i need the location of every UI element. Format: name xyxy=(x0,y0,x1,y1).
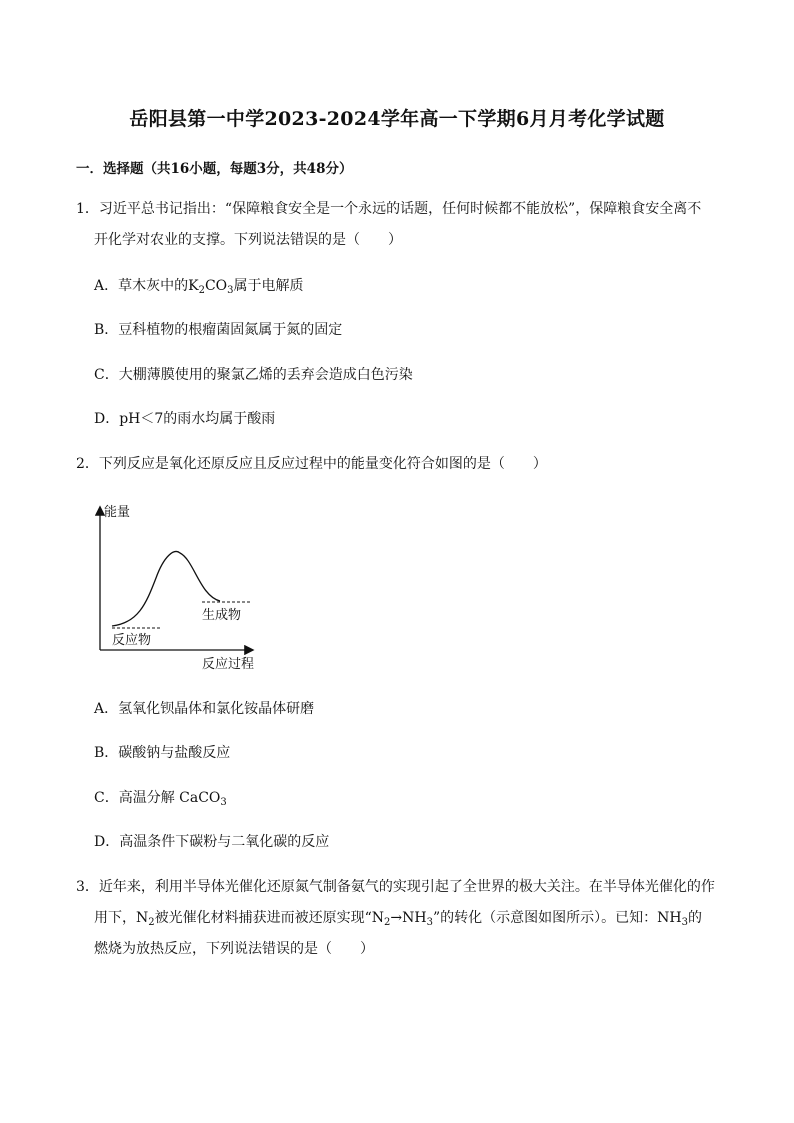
q3-stem-line1: 3．近年来，利用半导体光催化还原氮气制备氨气的实现引起了全世界的极大关注。在半导体光催化的作 xyxy=(76,879,715,895)
q2-option-c-text: C．高温分解 CaCO xyxy=(94,790,221,806)
page-title: 岳阳县第一中学2023-2024学年高一下学期6月月考化学试题 xyxy=(129,108,665,130)
q2-option-d[interactable]: D．高温条件下碳粉与二氧化碳的反应 xyxy=(94,834,330,850)
option-text: 属于电解质 xyxy=(233,278,304,294)
q1-option-a[interactable] xyxy=(94,275,304,297)
section-heading: 一．选择题（共16小题，每题3分，共48分） xyxy=(76,161,353,177)
product-label: 生成物 xyxy=(202,608,242,623)
subscript: 2 xyxy=(198,285,205,296)
q1-option-b[interactable]: B．豆科植物的根瘤菌固氮属于氮的固定 xyxy=(94,322,343,338)
q1-option-c[interactable]: C．大棚薄膜使用的聚氯乙烯的丢弃会造成白色污染 xyxy=(94,367,413,383)
subscript: 3 xyxy=(220,797,227,808)
q1-stem-line2: 开化学对农业的支撑。下列说法错误的是（ ） xyxy=(94,232,402,248)
x-axis-label: 反应过程 xyxy=(202,657,255,672)
text: 被光催化材料捕获进而被还原实现“N xyxy=(154,910,385,926)
q2-option-b[interactable]: B．碳酸钠与盐酸反应 xyxy=(94,745,231,761)
q1-option-a-text: A．草木灰中的K xyxy=(94,278,199,294)
reactant-label: 反应物 xyxy=(112,633,152,648)
subscript: 3 xyxy=(681,917,688,928)
text: 的 xyxy=(688,910,702,926)
text: 用下，N xyxy=(94,910,149,926)
subscript: 3 xyxy=(227,285,234,296)
q2-stem: 2．下列反应是氧化还原反应且反应过程中的能量变化符合如图的是（ ） xyxy=(76,456,547,472)
subscript: 3 xyxy=(426,917,433,928)
q3-stem-line2 xyxy=(94,907,702,929)
energy-diagram xyxy=(90,498,270,678)
q1-option-d[interactable]: D．pH＜7的雨水均属于酸雨 xyxy=(94,411,276,427)
q2-option-c[interactable] xyxy=(94,787,227,809)
subscript: 2 xyxy=(148,917,155,928)
q2-option-a[interactable]: A．氢氧化钡晶体和氯化铵晶体研磨 xyxy=(94,701,315,717)
text: →NH xyxy=(390,910,427,926)
y-axis-label: 能量 xyxy=(104,505,131,520)
subscript: 2 xyxy=(384,917,391,928)
formula-part: CO xyxy=(204,278,228,294)
q3-stem-line3: 燃烧为放热反应，下列说法错误的是（ ） xyxy=(94,941,374,957)
text: ”的转化（示意图如图所示）。已知：NH xyxy=(433,910,682,926)
q1-stem-line1: 1．习近平总书记指出：“保障粮食安全是一个永远的话题，任何时候都不能放松”，保障粮食安全离不 xyxy=(76,201,702,217)
